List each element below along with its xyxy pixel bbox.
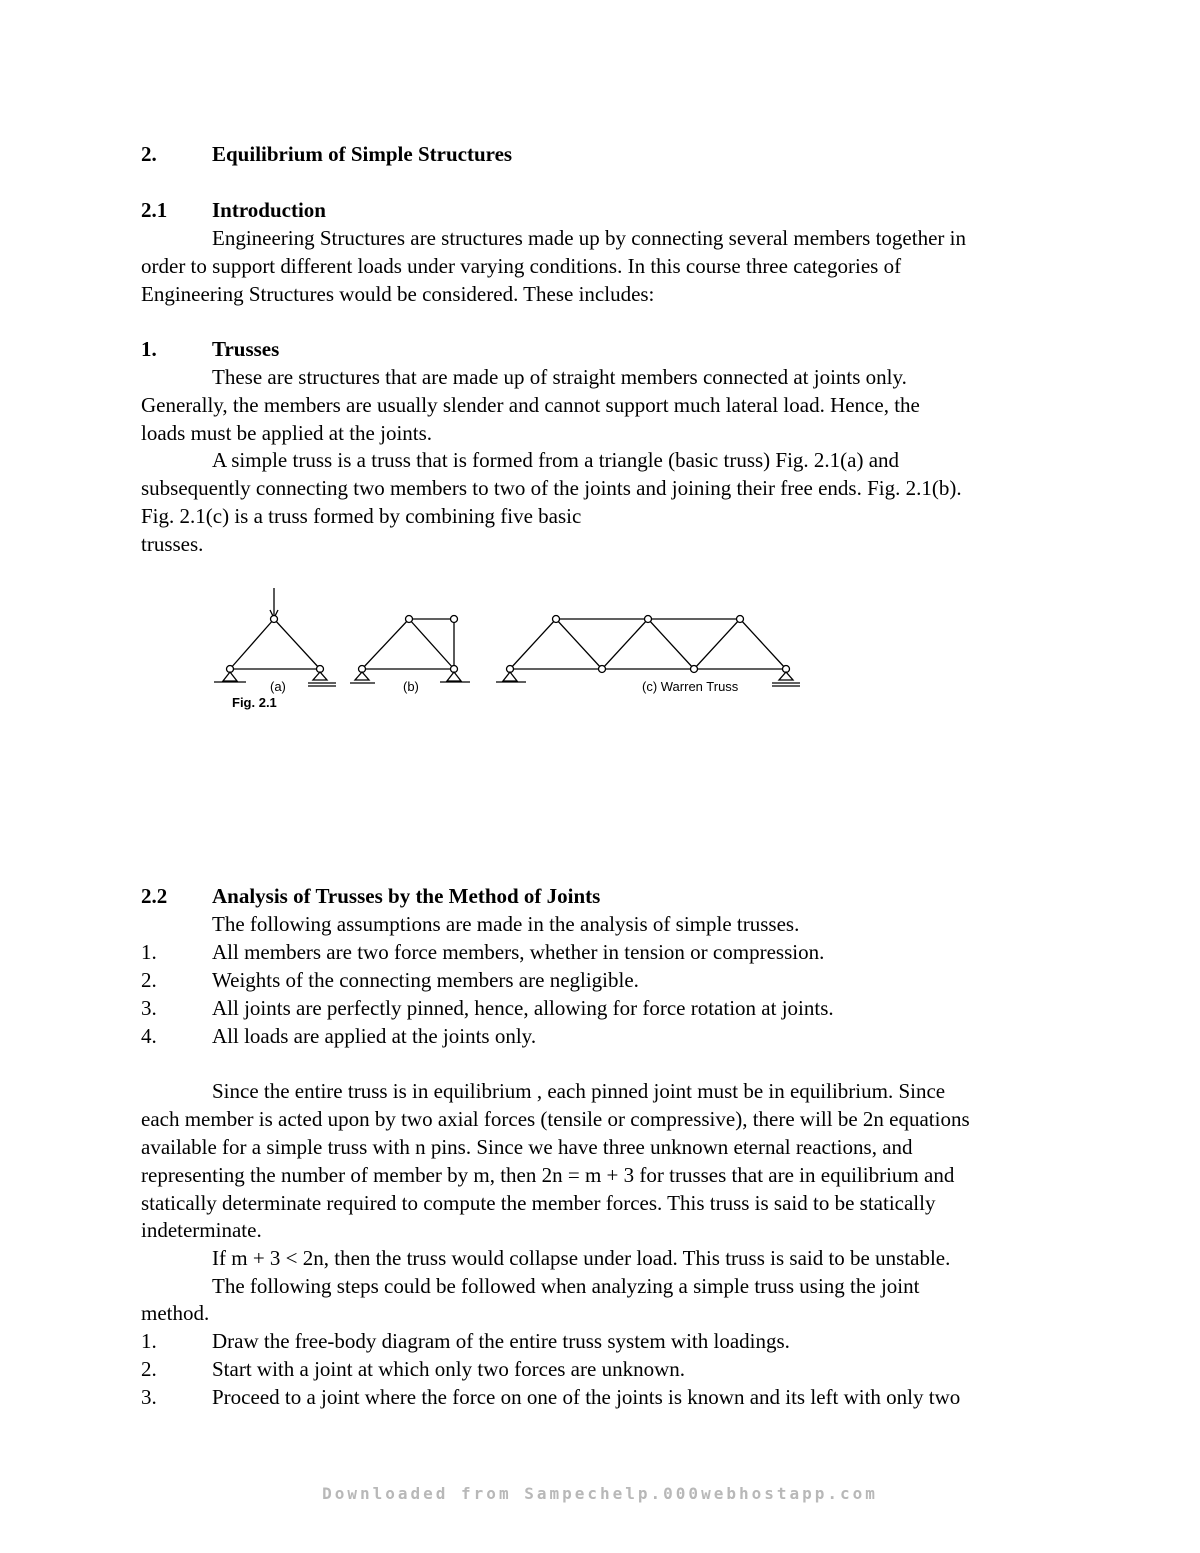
trusses-number: 1. [141,337,157,361]
member [274,619,320,669]
label-b: (b) [403,679,419,694]
assumption-item [141,994,834,1022]
assumption-item [141,938,824,966]
section-title: Equilibrium of Simple Structures [212,142,513,166]
member [362,619,409,669]
member [230,619,274,669]
analysis-intro: The following assumptions are made in the analysis of simple trusses. [212,912,800,936]
trusses-title: Trusses [212,337,280,361]
analysis-number: 2.2 [141,884,168,908]
truss-figure [200,580,810,715]
roller-support [313,672,327,680]
joint [451,616,458,623]
joint [599,666,606,673]
pin-support [503,672,517,681]
step-number: 2. [141,1357,157,1381]
para-line-3: available for a simple truss with n pins. Since we have three unknown eternal reactions, and [141,1135,913,1159]
trusses-heading [141,335,279,363]
truss-a [214,588,336,686]
assumption-item [141,966,639,994]
trusses-line-3: loads must be applied at the joints. [141,421,433,445]
step-item [141,1327,790,1355]
truss-c-warren [496,616,800,687]
assumption-text: All joints are perfectly pinned, hence, allowing for force rotation at joints. [212,996,834,1020]
assumption-text: All loads are applied at the joints only. [212,1024,537,1048]
assumption-item [141,1022,536,1050]
label-a: (a) [270,679,286,694]
web-members [510,619,786,669]
section-number: 2. [141,142,157,166]
step-item [141,1383,960,1411]
joint [553,616,560,623]
intro-heading [141,196,326,224]
trusses-line-2: Generally, the members are usually slender and cannot support much lateral load. Hence, the [141,393,920,417]
step-number: 3. [141,1385,157,1409]
trusses-line-1: These are structures that are made up of straight members connected at joints only. [212,365,907,389]
joint [691,666,698,673]
intro-line-2: order to support different loads under varying conditions. In this course three categories of [141,254,902,278]
intro-line-1: Engineering Structures are structures made up by connecting several members together in [212,226,966,250]
pin-support [447,672,461,681]
label-c: (c) Warren Truss [642,679,739,694]
para-line-4: representing the number of member by m, then 2n = m + 3 for trusses that are in equilibrium and [141,1163,955,1187]
analysis-heading [141,882,600,910]
para-line-2: each member is acted upon by two axial forces (tensile or compressive), there will be 2n equations [141,1107,970,1131]
para-line-1: Since the entire truss is in equilibrium , each pinned joint must be in equilibrium. Since [212,1079,946,1103]
assumption-number: 3. [141,996,157,1020]
download-footer: Downloaded from Sampechelp.000webhostapp.com [322,1484,878,1503]
trusses-line-6: Fig. 2.1(c) is a truss formed by combining five basic [141,504,582,528]
roller-support [355,672,369,680]
step-number: 1. [141,1329,157,1353]
figure-caption: Fig. 2.1 [232,695,277,710]
joint [271,616,278,623]
para-line-9: method. [141,1301,210,1325]
step-item [141,1355,685,1383]
section-heading [141,140,512,168]
joint [737,616,744,623]
para-line-7: If m + 3 < 2n, then the truss would collapse under load. This truss is said to be unstable. [212,1246,951,1270]
assumption-text: Weights of the connecting members are negligible. [212,968,639,992]
intro-number: 2.1 [141,198,168,222]
intro-title: Introduction [212,198,326,222]
assumption-number: 4. [141,1024,157,1048]
step-text: Start with a joint at which only two forces are unknown. [212,1357,685,1381]
assumption-number: 2. [141,968,157,992]
assumption-text: All members are two force members, whether in tension or compression. [212,940,825,964]
joint [406,616,413,623]
analysis-title: Analysis of Trusses by the Method of Joints [212,884,601,908]
assumption-number: 1. [141,940,157,964]
trusses-line-5: subsequently connecting two members to two of the joints and joining their free ends. Fig. 2.1(b). [141,476,962,500]
truss-b [350,616,470,684]
para-line-5: statically determinate required to compute the member forces. This truss is said to be statically [141,1191,936,1215]
joint [645,616,652,623]
step-text: Draw the free-body diagram of the entire truss system with loadings. [212,1329,790,1353]
step-text: Proceed to a joint where the force on one of the joints is known and its left with only two [212,1385,961,1409]
roller-support [779,672,793,680]
para-line-6: indeterminate. [141,1218,262,1242]
para-line-8: The following steps could be followed when analyzing a simple truss using the joint [212,1274,920,1298]
pin-support [223,672,237,681]
member [409,619,454,669]
trusses-line-7: trusses. [141,532,204,556]
trusses-line-4: A simple truss is a truss that is formed from a triangle (basic truss) Fig. 2.1(a) and [212,448,900,472]
intro-line-3: Engineering Structures would be considered. These includes: [141,282,655,306]
